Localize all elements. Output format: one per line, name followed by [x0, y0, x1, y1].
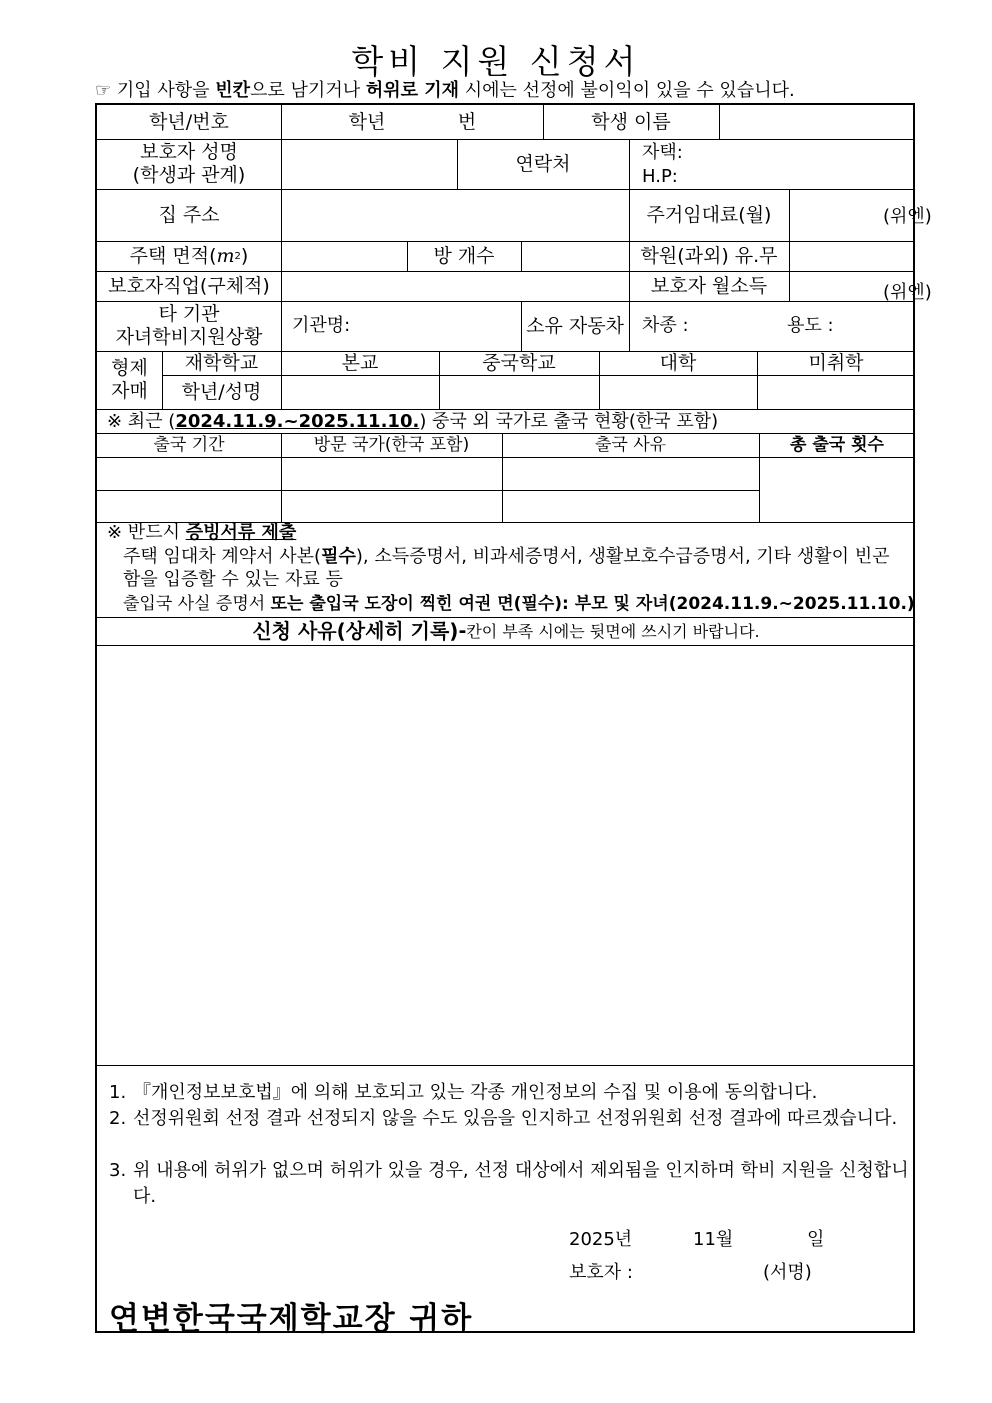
page-title: 학비 지원 신청서 — [351, 42, 641, 81]
rooms-label: 방 개수 — [433, 244, 495, 267]
car-type-label: 차종 : — [642, 315, 689, 336]
student-name-label: 학생 이름 — [591, 110, 671, 133]
docs-heading: ※ 반드시 증빙서류 제출 — [107, 522, 297, 543]
travel-reason-header: 출국 사유 — [594, 434, 667, 455]
income-unit: (위엔) — [883, 282, 932, 303]
org-name-label: 기관명: — [292, 315, 351, 336]
sibling-col-preschool: 미취학 — [808, 351, 864, 374]
pointing-hand-icon: ☞ — [95, 80, 112, 101]
sign-mark: (서명) — [763, 1262, 812, 1283]
guardian-income-label: 보호자 월소득 — [650, 274, 768, 297]
sibling-school-label: 재학학교 — [184, 351, 259, 374]
house-area-label: 주택 면적( m 2 ) — [129, 244, 249, 267]
contact-label: 연락처 — [515, 152, 571, 175]
home-phone-label: 자택: — [642, 142, 683, 163]
travel-country-header: 방문 국가(한국 포함) — [313, 434, 470, 455]
guardian-job-label: 보호자직업(구체적) — [108, 274, 270, 297]
notice: ☞ 기입 사항을 빈칸으로 남기거나 허위로 기재 시에는 선정에 불이익이 있을 수 있습니다. — [95, 80, 795, 101]
sign-day: 일 — [807, 1229, 825, 1250]
travel-section-title: ※ 최근 (2024.11.9.~2025.11.10.) 중국 외 국가로 출국 현황(한국 포함) — [107, 411, 719, 432]
student-name-field[interactable] — [720, 106, 914, 138]
travel-count-header: 총 출국 횟수 — [790, 434, 884, 455]
siblings-label: 형제 자매 — [111, 357, 148, 402]
agreement-1: 1. 『개인정보보호법』에 의해 보호되고 있는 각종 개인정보의 수집 및 이용에 동의합니다. — [109, 1082, 818, 1103]
guardian-name-label: 보호자 성명 (학생과 관계) — [132, 141, 246, 186]
rent-unit: (위엔) — [883, 206, 932, 227]
agreement-3: 3. 위 내용에 허위가 없으며 허위가 있을 경우, 선정 대상에서 제외됨을 인지하며 학비 지원을 신청합니다. — [109, 1160, 909, 1207]
address-field[interactable] — [282, 190, 628, 240]
other-support-label: 타 기관 자녀학비지원상황 — [115, 303, 263, 348]
docs-line-rent: 주택 임대차 계약서 사본(필수), 소득증명서, 비과세증명서, 생활보호수급증명서, 기타 생활이 빈곤 — [123, 546, 890, 567]
agreement-2: 2. 선정위원회 선정 결과 선정되지 않을 수도 있음을 인지하고 선정위원회 선정 결과에 따르겠습니다. — [109, 1108, 898, 1129]
guardian-sign-label: 보호자 : — [569, 1262, 633, 1283]
sibling-col-university: 대학 — [659, 351, 697, 374]
addressee: 연변한국국제학교장 귀하 — [109, 1301, 474, 1337]
address-label: 집 주소 — [158, 203, 220, 226]
docs-line-immigration: 출입국 사실 증명서 또는 출입국 도장이 찍힌 여권 면(필수): 부모 및 자녀(2024.11.9.~2025.11.10.) — [123, 594, 915, 614]
rent-label: 주거임대료(월) — [646, 203, 772, 226]
grade-label: 학년 — [348, 110, 386, 133]
reason-textarea[interactable] — [99, 647, 913, 1063]
grade-number-label: 학년/번호 — [149, 110, 229, 133]
sibling-col-chinese-school: 중국학교 — [482, 351, 556, 374]
sign-year: 2025년 — [569, 1229, 633, 1250]
sibling-col-this-school: 본교 — [341, 351, 379, 374]
reason-header: 신청 사유(상세히 기록) - 칸이 부족 시에는 뒷면에 쓰시기 바랍니다. — [252, 618, 760, 643]
mobile-phone-label: H.P: — [642, 166, 678, 187]
form-frame — [95, 103, 932, 1337]
academy-label: 학원(과외) 유.무 — [640, 244, 778, 267]
number-label: 번 — [457, 110, 477, 133]
travel-period-header: 출국 기간 — [153, 434, 225, 455]
docs-line-proof: 함을 입증할 수 있는 자료 등 — [123, 569, 343, 590]
guardian-name-field[interactable] — [282, 140, 456, 188]
sign-month: 11월 — [693, 1229, 734, 1250]
car-label: 소유 자동차 — [526, 314, 624, 337]
sibling-grade-name-label: 학년/성명 — [181, 380, 262, 403]
car-usage-label: 용도 : — [787, 315, 834, 336]
